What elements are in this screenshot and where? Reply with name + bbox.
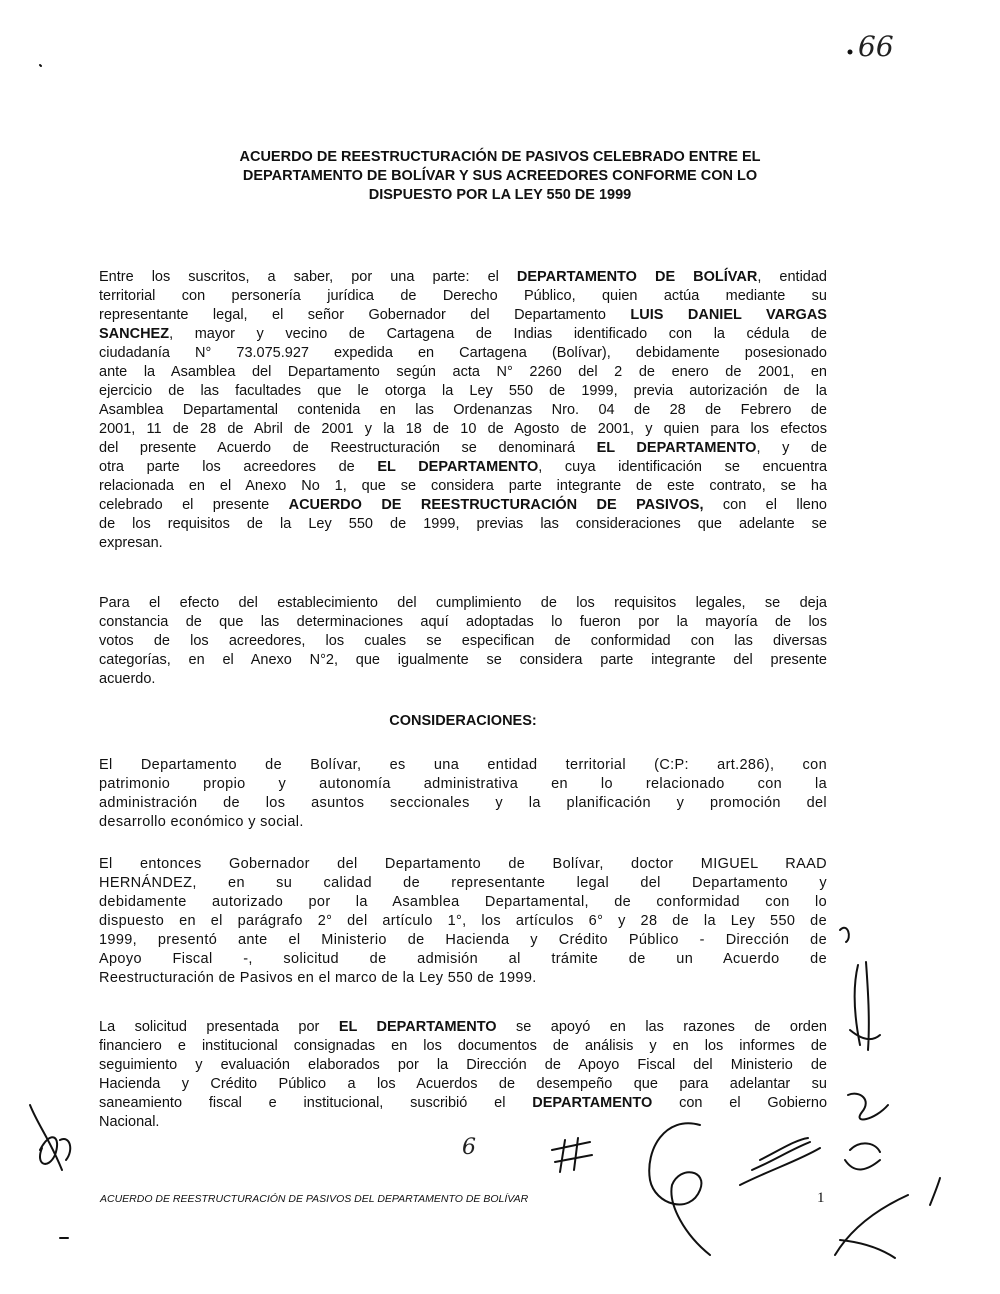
handwritten-page-number: 66 xyxy=(858,30,894,63)
text-line: 2001, 11 de 28 de Abril de 2001 y la 18 de 10 de Agosto de 2001, y quien para los efectos xyxy=(99,421,827,437)
text-line: relacionada en el Anexo No 1, que se considera parte integrante de este contrato, se ha xyxy=(99,478,827,494)
text-line: SANCHEZ, mayor y vecino de Cartagena de Indias identificado con la cédula de xyxy=(99,326,827,342)
right-margin-mark xyxy=(840,928,849,942)
paragraph-solicitud xyxy=(99,1018,827,1132)
title-line: DISPUESTO POR LA LEY 550 DE 1999 xyxy=(368,187,632,203)
text-line: ciudadanía N° 73.075.927 expedida en Cartagena (Bolívar), debidamente posesionado xyxy=(99,345,827,361)
text-line: desarrollo económico y social. xyxy=(99,814,304,830)
text-line: constancia de que las determinaciones aquí adoptadas lo fueron por la mayoría de los xyxy=(99,614,827,630)
text-line: El entonces Gobernador del Departamento de Bolívar, doctor MIGUEL RAAD xyxy=(99,856,827,872)
left-margin-signature xyxy=(30,1105,70,1170)
text-line: administración de los asuntos seccionales y la planificación y promoción del xyxy=(99,795,827,811)
text-line: financiero e institucional consignadas en los documentos de análisis y en los informes de xyxy=(99,1038,827,1054)
text-line: votos de los acreedores, los cuales se especifican de conformidad con las diversas xyxy=(99,633,827,649)
paragraph-parties xyxy=(99,268,827,553)
text-line: 1999, presentó ante el Ministerio de Hacienda y Crédito Público - Dirección de xyxy=(99,932,827,948)
text-line: saneamiento fiscal e institucional, suscribió el DEPARTAMENTO con el Gobierno xyxy=(99,1095,828,1111)
section-heading: CONSIDERACIONES: xyxy=(389,713,537,729)
right-margin-initials xyxy=(850,962,880,1050)
text-line: Para el efecto del establecimiento del cumplimiento de los requisitos legales, se deja xyxy=(99,595,827,611)
text-line: territorial con personería jurídica de Derecho Público, quien actúa mediante su xyxy=(99,288,827,304)
text-line: Asamblea Departamental contenida en las Ordenanzas Nro. 04 de 28 de Febrero de xyxy=(99,402,827,418)
ink-dot xyxy=(848,50,853,55)
text-line: La solicitud presentada por EL DEPARTAMENTO se apoyó en las razones de orden xyxy=(99,1019,827,1035)
document-title xyxy=(110,148,890,205)
text-line: El Departamento de Bolívar, es una entidad territorial (C:P: art.286), con xyxy=(99,757,827,773)
text-line: otra parte los acreedores de EL DEPARTAMENTO, cuya identificación se encuentra xyxy=(99,459,828,475)
text-line: dispuesto en el parágrafo 2° del artículo 1°, los artículos 6° y 28 de la Ley 550 de xyxy=(99,913,827,929)
text-line: Nacional. xyxy=(99,1114,160,1130)
handwritten-number: 6 xyxy=(462,1135,476,1160)
text-line: Entre los suscritos, a saber, por una parte: el DEPARTAMENTO DE BOLÍVAR, entidad xyxy=(99,269,827,285)
text-line: expresan. xyxy=(99,535,163,551)
page-number: 1 xyxy=(817,1190,825,1206)
title-line: DEPARTAMENTO DE BOLÍVAR Y SUS ACREEDORES CONFORME CON LO xyxy=(242,168,758,184)
paragraph-requisitos xyxy=(99,594,827,689)
title-line: ACUERDO DE REESTRUCTURACIÓN DE PASIVOS CELEBRADO ENTRE EL xyxy=(239,149,761,165)
text-line: debidamente autorizado por la Asamblea Departamental, de conformidad con lo xyxy=(99,894,827,910)
text-line: Reestructuración de Pasivos en el marco de la Ley 550 de 1999. xyxy=(99,970,537,986)
text-line: acuerdo. xyxy=(99,671,156,687)
bottom-initials xyxy=(552,1138,592,1172)
right-margin-signature xyxy=(845,1094,888,1170)
text-line: representante legal, el señor Gobernador del Departamento LUIS DANIEL VARGAS xyxy=(99,307,827,323)
text-line: celebrado el presente ACUERDO DE REESTRUCTURACIÓN DE PASIVOS, con el lleno xyxy=(99,497,827,513)
footer-running-title: ACUERDO DE REESTRUCTURACIÓN DE PASIVOS DEL DEPARTAMENTO DE BOLÍVAR xyxy=(100,1193,529,1205)
text-line: de los requisitos de la Ley 550 de 1999, previas las consideraciones que adelante se xyxy=(99,516,827,532)
bottom-signature-scrawl xyxy=(740,1138,820,1185)
text-line: del presente Acuerdo de Reestructuración se denominará EL DEPARTAMENTO, y de xyxy=(99,440,828,456)
right-edge-stroke xyxy=(930,1178,940,1205)
text-line: ante la Asamblea del Departamento según acta N° 2260 del 2 de enero de 2001, en xyxy=(99,364,827,380)
text-line: Hacienda y Crédito Público a los Acuerdos de desempeño que para adelantar su xyxy=(99,1076,827,1092)
text-line: seguimiento y evaluación elaborados por la Dirección de Apoyo Fiscal del Ministerio de xyxy=(99,1057,827,1073)
text-line: HERNÁNDEZ, en su calidad de representante legal del Departamento y xyxy=(99,875,827,891)
text-line: patrimonio propio y autonomía administrativa en lo relacionado con la xyxy=(99,776,827,792)
text-line: categorías, en el Anexo N°2, que igualmente se considera parte integrante del presente xyxy=(99,652,827,668)
paragraph-gobernador xyxy=(99,855,827,988)
bottom-signature-loop xyxy=(649,1123,710,1255)
paragraph-entidad xyxy=(99,756,827,832)
text-line: ejercicio de las facultades que le otorga la Ley 550 de 1999, previa autorización de la xyxy=(99,383,827,399)
text-line: Apoyo Fiscal -, solicitud de admisión al trámite de un Acuerdo de xyxy=(99,951,827,967)
dust-mark xyxy=(40,65,41,66)
right-margin-stroke xyxy=(835,1195,908,1258)
